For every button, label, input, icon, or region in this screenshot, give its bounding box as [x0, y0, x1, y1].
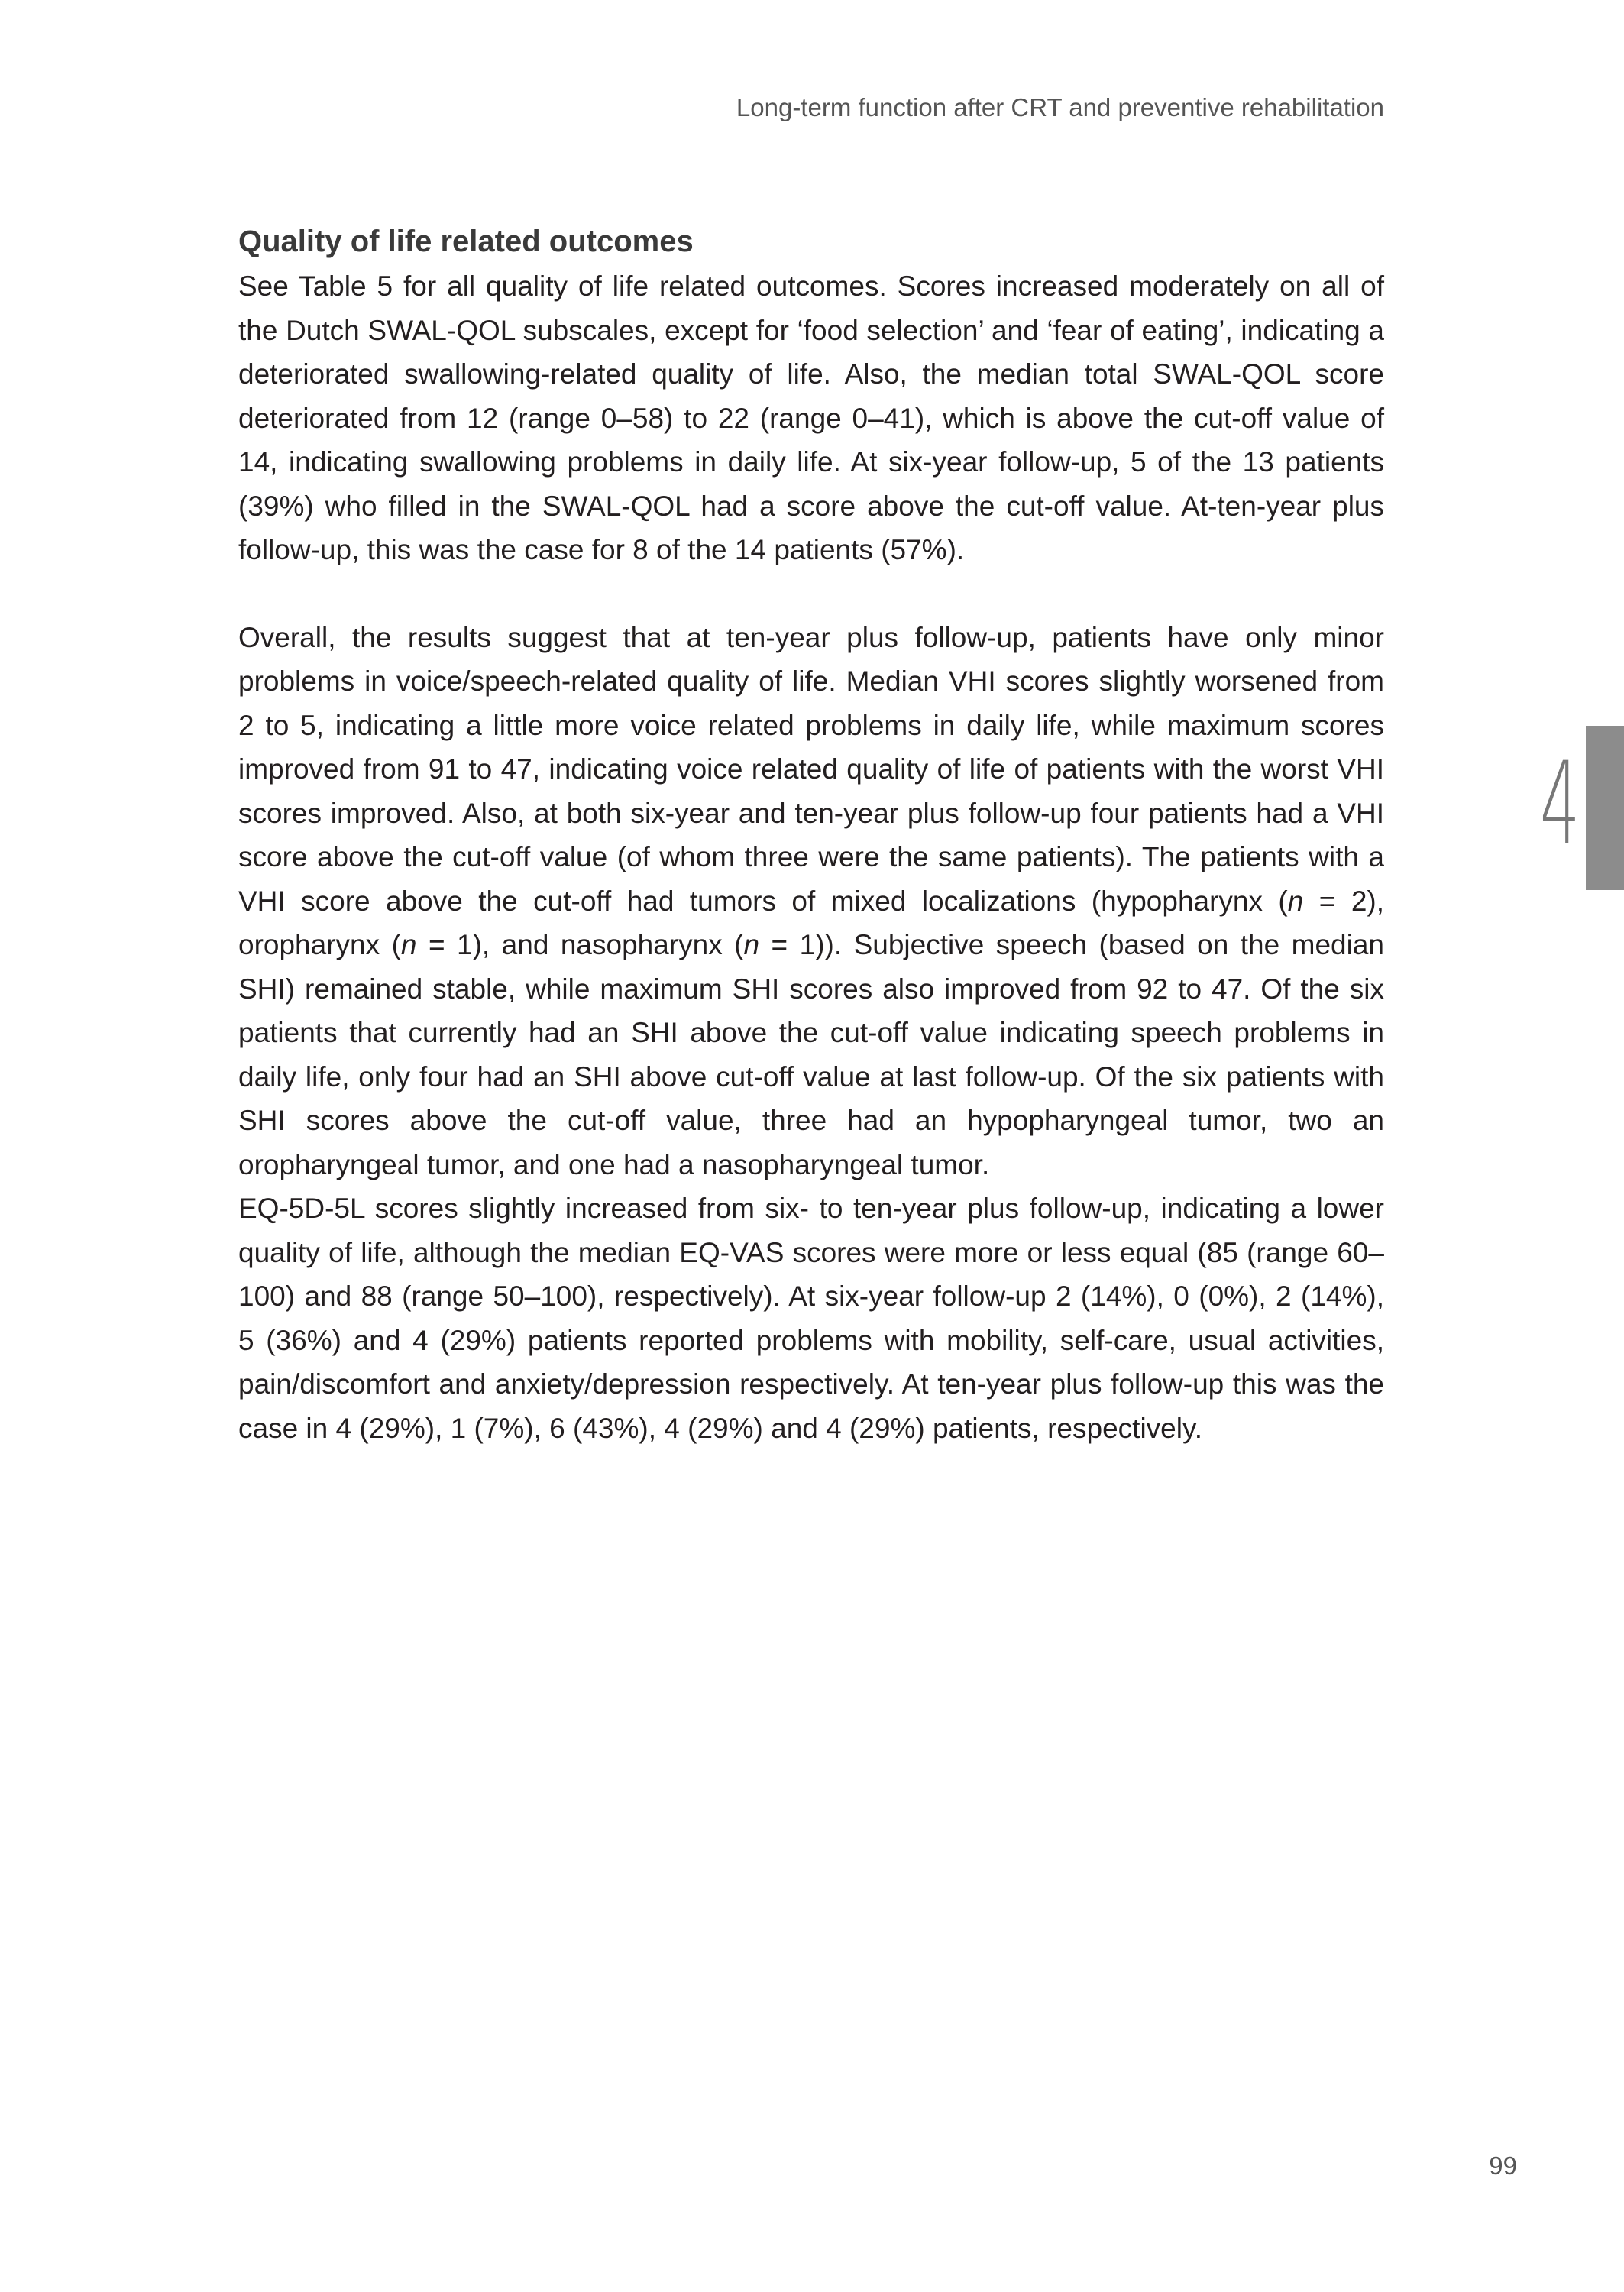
- paragraph-voice-speech: [238, 616, 1384, 1187]
- paragraph-eq5d: EQ-5D-5L scores slightly increased from six- to ten-year plus follow-up, indicating a lower quality of life, although the median EQ-VAS scores were more or less equal (85 (range 60–100) and 88 (range 50–100), respectively). At six-year follow-up 2 (14%), 0 (0%), 2 (14%), 5 (36%) and 4 (29%) patients reported problems with mobility, self-care, usual activities, pain/discomfort and anxiety/depression respectively. At ten-year plus follow-up this was the case in 4 (29%), 1 (7%), 6 (43%), 4 (29%) and 4 (29%) patients, respectively.: [238, 1193, 1384, 1444]
- paragraph-voice-text-2: = 2), oropharynx (: [238, 885, 1384, 960]
- paragraph-swal-qol: See Table 5 for all quality of life related outcomes. Scores increased moderately on all of the Dutch SWAL-QOL subscales, except for ‘food selection’ and ‘fear of eating’, indicating a deteriorated swallowing-related quality of life. Also, the median total SWAL-QOL score deteriorated from 12 (range 0–58) to 22 (range 0–41), which is above the cut-off value of 14, indicating swallowing problems in daily life. At six-year follow-up, 5 of the 13 patients (39%) who filled in the SWAL-QOL had a score above the cut-off value. At-ten-year plus follow-up, this was the case for 8 of the 14 patients (57%).: [238, 270, 1384, 565]
- paragraph-voice-text-4: = 1)). Subjective speech (based on the median SHI) remained stable, while maximum SHI scores also improved from 92 to 47. Of the six patients that currently had an SHI above the cut-off value indicating speech problems in daily life, only four had an SHI above cut-off value at last follow-up. Of the six patients with SHI scores above the cut-off value, three had an hypopharyngeal tumor, two an oropharyngeal tumor, and one had a nasopharyngeal tumor.: [238, 929, 1384, 1180]
- chapter-number: 4: [1539, 738, 1580, 871]
- n-symbol: n: [743, 929, 760, 960]
- chapter-tab-marker: [1586, 726, 1624, 890]
- n-symbol: n: [1287, 885, 1304, 917]
- main-content: [238, 219, 1384, 1450]
- n-symbol: n: [400, 929, 417, 960]
- section-heading: Quality of life related outcomes: [238, 225, 694, 258]
- page-number: 99: [1489, 2151, 1517, 2180]
- paragraph-voice-text-3: = 1), and nasopharynx (: [416, 929, 744, 960]
- running-head: Long-term function after CRT and preventive rehabilitation: [736, 93, 1384, 121]
- paragraph-voice-text-1: Overall, the results suggest that at ten-year plus follow-up, patients have only minor problems in voice/speech-related quality of life. Median VHI scores slightly worsened from 2 to 5, indicating a little more voice related problems in daily life, while maximum scores improved from 91 to 47, indicating voice related quality of life of patients with the worst VHI scores improved. Also, at both six-year and ten-year plus follow-up four patients had a VHI score above the cut-off value (of whom three were the same patients). The patients with a VHI score above the cut-off had tumors of mixed localizations (hypopharynx (: [238, 621, 1384, 917]
